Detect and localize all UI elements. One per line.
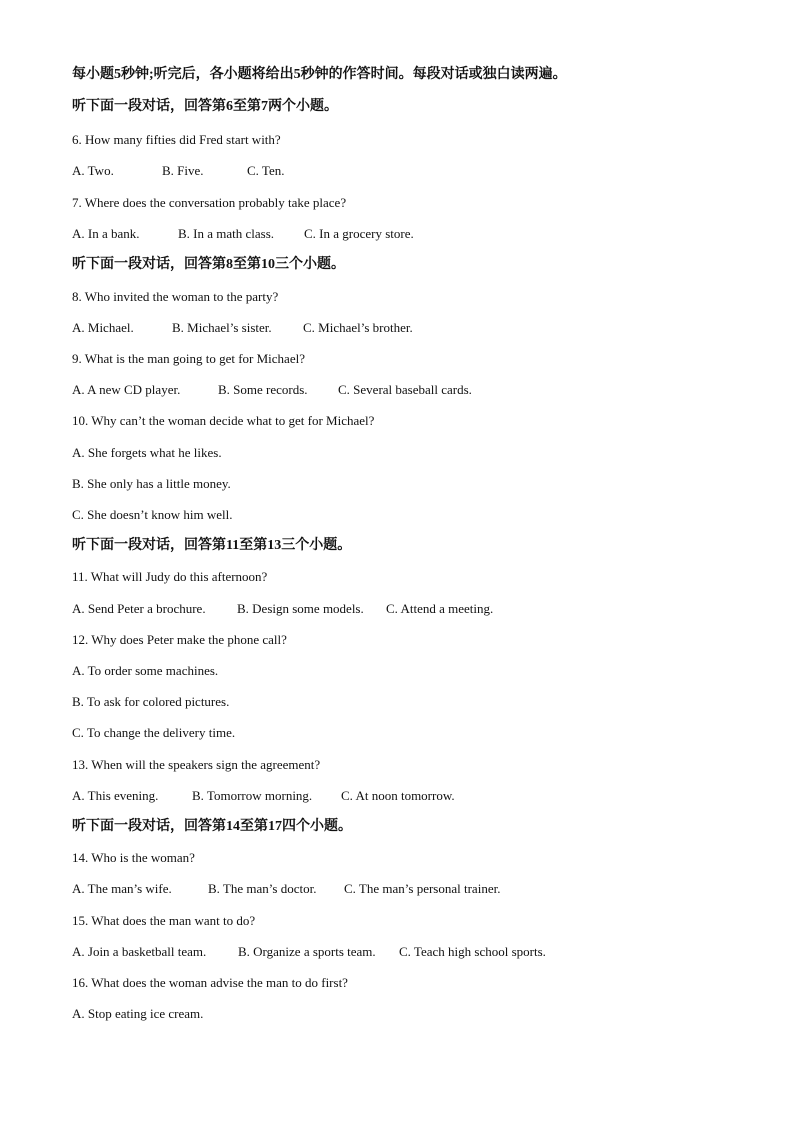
section-heading: 每小题5秒钟;听完后，各小题将给出5秒钟的作答时间。每段对话或独白读两遍。 — [72, 67, 567, 82]
answer-option: A. This evening. — [72, 788, 159, 803]
answer-option: B. Tomorrow morning. — [192, 788, 313, 803]
answer-option: C. At noon tomorrow. — [341, 788, 455, 803]
question-text: 12. Why does Peter make the phone call? — [72, 632, 287, 647]
question-text: A. To order some machines. — [72, 663, 219, 678]
answer-option: A. Join a basketball team. — [72, 944, 207, 959]
answer-option: C. Michael’s brother. — [303, 320, 413, 335]
question-text: C. She doesn’t know him well. — [72, 507, 233, 522]
answer-option: A. A new CD player. — [72, 382, 181, 397]
section-heading: 听下面一段对话，回答第14至第17四个小题。 — [72, 819, 352, 834]
answer-option: A. The man’s wife. — [72, 881, 172, 896]
answer-option: C. Teach high school sports. — [399, 944, 546, 959]
question-text: C. To change the delivery time. — [72, 725, 236, 740]
question-text: B. She only has a little money. — [72, 476, 231, 491]
question-text: 14. Who is the woman? — [72, 850, 195, 865]
answer-option: B. In a math class. — [178, 226, 275, 241]
question-text: 16. What does the woman advise the man to do first? — [72, 975, 348, 990]
answer-option: B. Some records. — [218, 382, 308, 397]
question-text: B. To ask for colored pictures. — [72, 694, 230, 709]
answer-option: B. The man’s doctor. — [208, 881, 317, 896]
answer-option: B. Design some models. — [237, 601, 364, 616]
section-heading: 听下面一段对话，回答第11至第13三个小题。 — [72, 538, 352, 553]
question-text: 6. How many fifties did Fred start with? — [72, 132, 281, 147]
answer-option: C. In a grocery store. — [304, 226, 414, 241]
question-text: 13. When will the speakers sign the agreement? — [72, 757, 321, 772]
question-text: 11. What will Judy do this afternoon? — [72, 569, 268, 584]
section-heading: 听下面一段对话，回答第6至第7两个小题。 — [72, 99, 338, 114]
question-text: 10. Why can’t the woman decide what to get for Michael? — [72, 413, 375, 428]
answer-option: A. Michael. — [72, 320, 134, 335]
question-text: 7. Where does the conversation probably take place? — [72, 195, 347, 210]
question-text: 9. What is the man going to get for Michael? — [72, 351, 305, 366]
section-heading: 听下面一段对话，回答第8至第10三个小题。 — [72, 257, 345, 272]
answer-option: A. In a bank. — [72, 226, 140, 241]
answer-option: A. Two. — [72, 163, 114, 178]
question-text: 8. Who invited the woman to the party? — [72, 289, 279, 304]
answer-option: B. Michael’s sister. — [172, 320, 272, 335]
question-text: A. Stop eating ice cream. — [72, 1006, 204, 1021]
answer-option: C. Several baseball cards. — [338, 382, 472, 397]
answer-option: C. Ten. — [247, 163, 285, 178]
answer-option: C. Attend a meeting. — [386, 601, 494, 616]
question-text: 15. What does the man want to do? — [72, 913, 256, 928]
answer-option: B. Organize a sports team. — [238, 944, 376, 959]
answer-option: C. The man’s personal trainer. — [344, 881, 501, 896]
question-text: A. She forgets what he likes. — [72, 445, 222, 460]
answer-option: A. Send Peter a brochure. — [72, 601, 206, 616]
answer-option: B. Five. — [162, 163, 204, 178]
